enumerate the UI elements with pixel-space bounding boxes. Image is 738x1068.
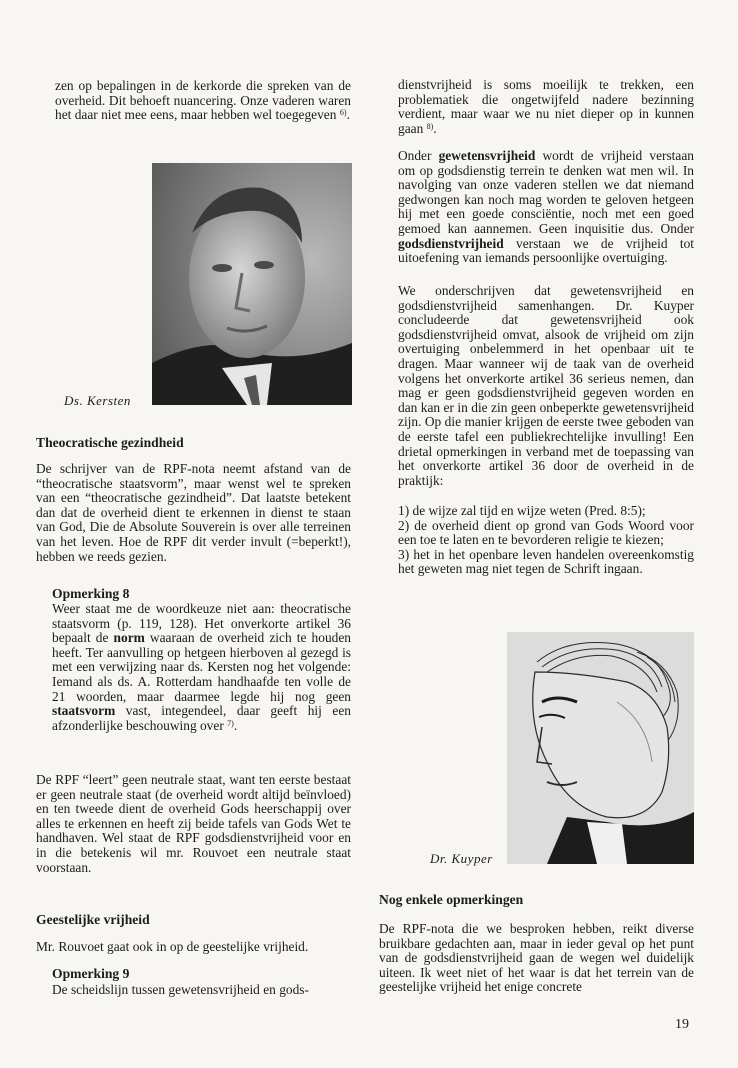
list-item: 1) de wijze zal tijd en wijze weten (Pred. 8:5); (398, 503, 646, 518)
portrait-kuyper (507, 632, 694, 864)
heading-geestelijke-vrijheid: Geestelijke vrijheid (36, 912, 150, 927)
paragraph-geestelijke: Mr. Rouvoet gaat ook in op de geestelijke vrijheid. (36, 939, 309, 954)
right-paragraph-1: dienstvrijheid is soms moeilijk te trekken, een problematiek die ongetwijfeld nadere bezinning verdient, maar waar we nu niet dieper op in kunnen gaan $^{8)}$. (398, 77, 694, 136)
caption-kersten: Ds. Kersten (64, 393, 131, 408)
caption-kuyper: Dr. Kuyper (430, 851, 493, 866)
heading-theocratische-gezindheid: Theocratische gezindheid (36, 435, 184, 450)
list-item: 3) het in het openbare leven handelen overeenkomstig het geweten mag niet tegen de Schrift ingaan. (398, 546, 694, 577)
footnote-ref: 6) (339, 108, 347, 118)
page-number: 19 (675, 1017, 689, 1032)
list-item: 2) de overheid dient op grond van Gods Woord voor een toe te laten en te bevorderen religie te kiezen; (398, 517, 694, 548)
paragraph-rpf-leert: De RPF “leert” geen neutrale staat, want ten eerste bestaat er geen neutrale staat (de overheid wordt altijd beïnvloed) en ten tweede dient de overheid Gods heerschappij over alles te erkennen en heeft zij beide tafels van Gods Wet te handhaven. Wel staat de RPF godsdienstvrijheid voor en in die betekenis wil mr. Rouvoet een neutrale staat voorstaan. (36, 772, 351, 875)
paragraph-opmerking-8: Weer staat me de woordkeuze niet aan: theocratische staatsvorm (p. 119, 128). Het onverkorte artikel 36 bepaalt de norm waaraan de overheid zich te houden heeft. Ter aanvulling op hetgeen hierboven al gezegd is met een verwijzing naar ds. Kersten nog het volgende: Iemand als ds. A. Rotterdam handhaafde ten volle de 21 woorden, maar daarmee legde hij nog geen staatsvorm vast, integendeel, daar geeft hij een afzonderlijke beschouwing over $^{7)}$. (52, 601, 351, 733)
portrait-kersten (152, 163, 352, 405)
paragraph-theocratische: De schrijver van de RPF-nota neemt afstand van de “theocratische staatsvorm”, maar wenst wel te spreken van een “theocratische gezindheid”. Dat laatste betekent dan dat de overheid dient te erkennen in dienst te staan van God, Die de Absolute Souverein is over alle terreinen van het leven. Hoe de RPF dit verder invult (=beperkt!), hebben we reeds gezien. (36, 461, 351, 564)
right-paragraph-3: We onderschrijven dat gewetensvrijheid en godsdienstvrijheid samenhangen. Dr. Kuyper concludeerde dat gewetensvrijheid ook godsdienstvrijheid omvat, alsook de vrijheid om zijn overtuiging onbelemmerd in het openbaar uit te dragen. Maar wanneer wij de taak van de overheid volgens het onverkorte artikel 36 serieus nemen, dan mag er geen godsdienstvrijheid gegeven worden en dan kan er in die zin geen onbeperkte gewetensvrijheid zijn. Op die manier krijgen de eerste twee geboden van de eerste tafel een publiekrechtelijke invulling! Een drietal opmerkingen in verband met de toepassing van het onverkorte artikel 36 door de overheid in de praktijk: (398, 283, 694, 488)
footnote-ref: 8) (426, 121, 434, 131)
heading-opmerking-9: Opmerking 9 (52, 966, 130, 981)
right-list (398, 504, 694, 577)
right-paragraph-2: Onder gewetensvrijheid wordt de vrijheid verstaan om op godsdienstig terrein te denken wat men wil. In navolging van onze vaderen stellen we dat niemand gedwongen kan noch mag worden te geloven hetgeen hij met een goede consciëntie, noch met een goed gemoed kan aannemen. Geen inquisitie dus. Onder godsdienstvrijheid verstaan we de vrijheid tot uitoefening van iemands persoonlijke overtuiging. (398, 148, 694, 266)
heading-opmerking-8: Opmerking 8 (52, 586, 130, 601)
paragraph-opmerking-9: De scheidslijn tussen gewetensvrijheid en gods- (52, 982, 309, 997)
heading-nog-enkele-opmerkingen: Nog enkele opmerkingen (379, 892, 524, 907)
paragraph-nog-enkele: De RPF-nota die we besproken hebben, reikt diverse bruikbare gedachten aan, maar in ieder geval op het punt van de godsdienstvrijheid gaan de wegen wel duidelijk uiteen. Ik weet niet of het waar is dat het terrein van de geestelijke vrijheid het enige concrete (379, 921, 694, 995)
left-top-paragraph: zen op bepalingen in de kerkorde die spreken van de overheid. Dit behoeft nuancering. Onze vaderen waren het daar niet mee eens, maar hebben wel toegegeven $^{6)}$. (55, 78, 351, 123)
footnote-ref: 7) (227, 718, 234, 728)
